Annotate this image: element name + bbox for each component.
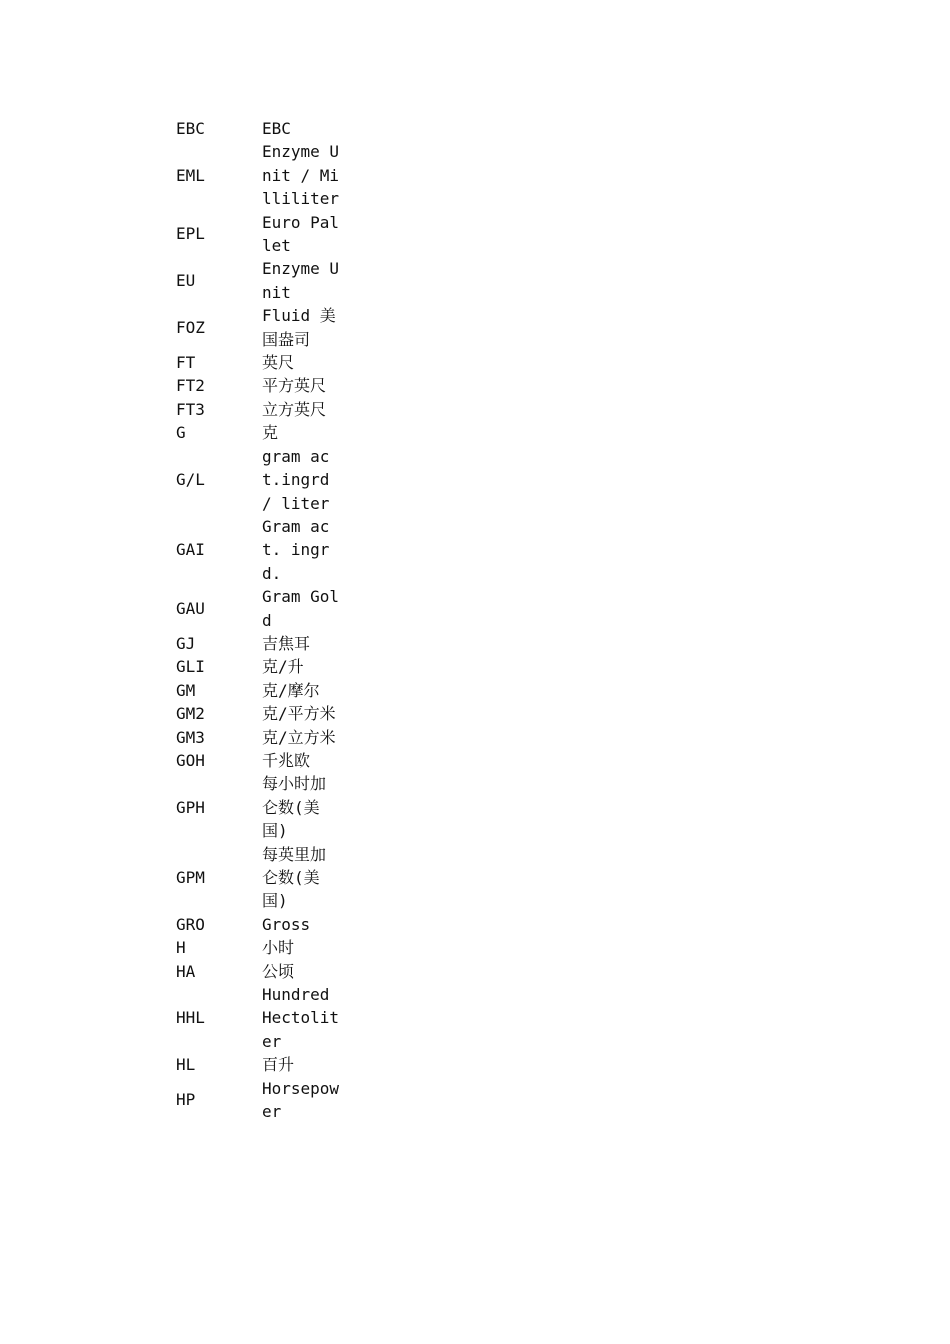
unit-description: 每英里加仑数(美国)	[262, 844, 327, 911]
unit-code: GPH	[176, 797, 205, 817]
unit-description: 英尺	[262, 353, 295, 373]
unit-description: 小时	[262, 938, 295, 958]
unit-description: Gram act. ingrd.	[262, 516, 330, 583]
unit-row	[176, 632, 340, 655]
unit-description: Hundred Hectoliter	[262, 985, 340, 1051]
unit-row	[176, 936, 340, 959]
unit-row	[176, 117, 340, 140]
unit-code: H	[176, 938, 186, 958]
unit-row	[176, 1053, 340, 1076]
unit-description: 每小时加仑数(美国)	[262, 774, 327, 841]
unit-row	[176, 515, 340, 585]
unit-code: G/L	[176, 470, 205, 490]
unit-code: GAI	[176, 540, 205, 560]
unit-description: 立方英尺	[262, 399, 327, 419]
unit-description: Euro Pallet	[262, 212, 340, 256]
unit-row	[176, 257, 340, 304]
unit-code: GOH	[176, 750, 205, 770]
unit-row	[176, 374, 340, 397]
unit-description: Enzyme Unit / Milliliter	[262, 142, 340, 209]
unit-code: G	[176, 423, 186, 443]
unit-of-measure-table	[176, 117, 340, 1123]
unit-row	[176, 679, 340, 702]
unit-description: 千兆欧	[262, 750, 311, 770]
unit-description: 克/摩尔	[262, 680, 320, 700]
unit-code: FOZ	[176, 317, 205, 337]
unit-code: FT3	[176, 399, 205, 419]
unit-row	[176, 585, 340, 632]
unit-description: Enzyme Unit	[262, 259, 340, 302]
unit-description: 克/升	[262, 657, 304, 677]
unit-description: 克/平方米	[262, 704, 336, 724]
unit-code: HL	[176, 1055, 196, 1075]
unit-code: GJ	[176, 633, 196, 653]
unit-table-body	[176, 117, 340, 1123]
unit-code: GPM	[176, 868, 205, 887]
unit-description: 克	[262, 423, 279, 443]
unit-row	[176, 445, 340, 515]
unit-code: GRO	[176, 914, 205, 934]
unit-code: GM3	[176, 727, 205, 747]
unit-row	[176, 960, 340, 983]
unit-row	[176, 655, 340, 678]
unit-row	[176, 726, 340, 749]
unit-description: 克/立方米	[262, 727, 336, 747]
unit-code: HP	[176, 1090, 196, 1110]
unit-description: EBC	[262, 119, 291, 138]
unit-row	[176, 772, 340, 842]
unit-code: EU	[176, 271, 196, 291]
unit-code: FT2	[176, 376, 205, 396]
unit-row	[176, 913, 340, 936]
unit-row	[176, 843, 340, 913]
unit-code: GM	[176, 680, 196, 700]
unit-description: gram act.ingrd / liter	[262, 446, 330, 513]
unit-description: Gram Gold	[262, 587, 340, 630]
unit-row	[176, 749, 340, 772]
unit-description: 平方英尺	[262, 376, 327, 396]
unit-description: 吉焦耳	[262, 633, 311, 653]
unit-code: EPL	[176, 224, 205, 244]
unit-row	[176, 1077, 340, 1124]
unit-code: FT	[176, 353, 196, 373]
unit-code: GM2	[176, 704, 205, 724]
unit-code: GLI	[176, 657, 205, 677]
unit-code: EML	[176, 165, 205, 185]
unit-description: 百升	[262, 1055, 295, 1075]
unit-code: HA	[176, 961, 196, 981]
unit-row	[176, 983, 340, 1053]
unit-description: Fluid 美国盎司	[262, 306, 336, 349]
unit-row	[176, 140, 340, 210]
unit-description: 公顷	[262, 961, 295, 981]
unit-row	[176, 211, 340, 258]
unit-row	[176, 702, 340, 725]
unit-code: HHL	[176, 1008, 205, 1028]
unit-row	[176, 304, 340, 351]
unit-row	[176, 351, 340, 374]
unit-description: Gross	[262, 914, 311, 934]
unit-description: Horsepower	[262, 1078, 340, 1122]
unit-code: EBC	[176, 119, 205, 138]
unit-row	[176, 421, 340, 444]
unit-code: GAU	[176, 598, 205, 618]
unit-row	[176, 398, 340, 421]
